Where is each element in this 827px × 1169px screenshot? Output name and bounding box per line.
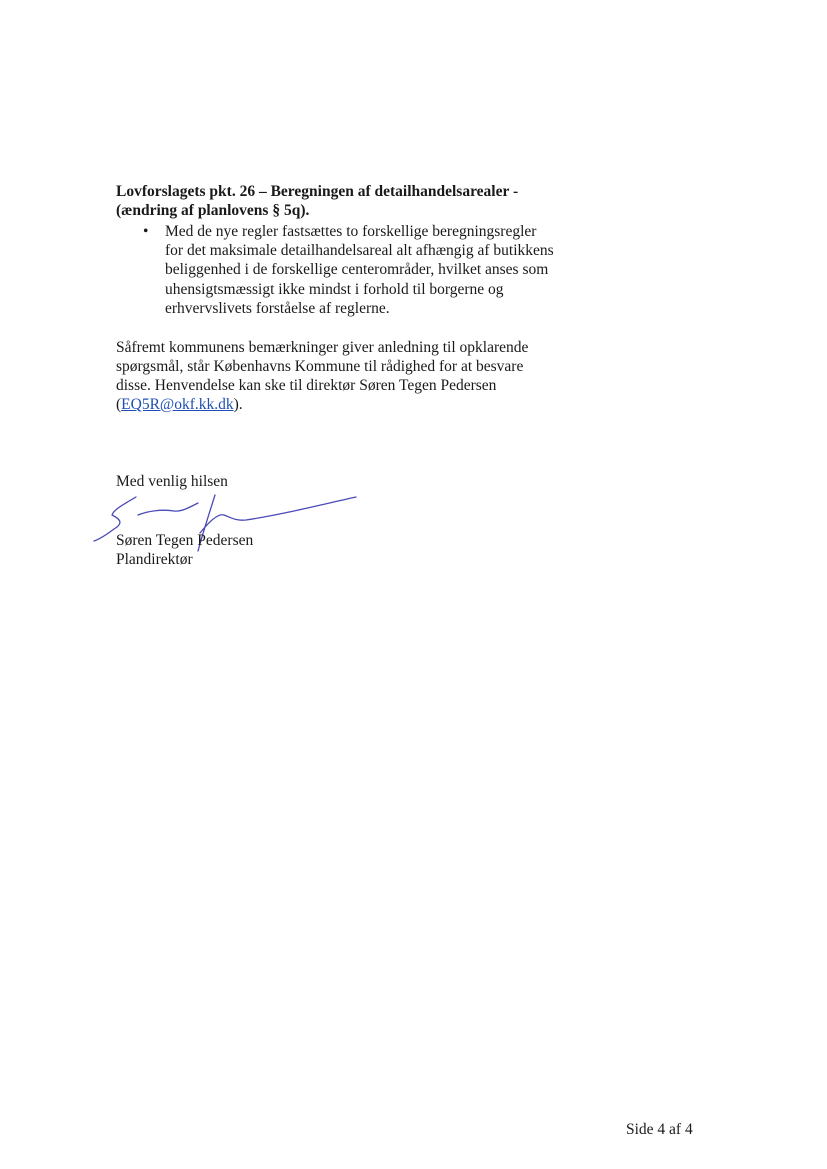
- list-item: [116, 222, 616, 318]
- contact-paragraph: [116, 338, 596, 414]
- bullet-text-line: beliggenhed i de forskellige centerområder, hvilket anses som: [165, 261, 549, 279]
- signer-block: [116, 531, 253, 569]
- email-close-paren: ).: [233, 396, 243, 413]
- paragraph-line: Såfremt kommunens bemærkninger giver anledning til opklarende: [116, 339, 529, 356]
- signer-title: Plandirektør: [116, 551, 193, 568]
- bullet-list: [116, 222, 616, 318]
- email-open-paren: (: [116, 396, 122, 413]
- section-heading: [116, 182, 586, 220]
- closing-greeting: Med venlig hilsen: [116, 473, 228, 490]
- bullet-text-line: uhensigtsmæssigt ikke mindst i forhold til borgerne og: [165, 280, 504, 298]
- section-heading-line-1: Lovforslagets pkt. 26 – Beregningen af detailhandelsarealer -: [116, 183, 519, 200]
- paragraph-line: disse. Henvendelse kan ske til direktør Søren Tegen Pedersen: [116, 377, 497, 394]
- section-heading-line-2: (ændring af planlovens § 5q).: [116, 202, 310, 219]
- email-link[interactable]: EQ5R@okf.kk.dk: [121, 396, 234, 413]
- bullet-icon: •: [143, 223, 149, 240]
- page-number: Side 4 af 4: [626, 1121, 693, 1138]
- signer-name: Søren Tegen Pedersen: [116, 532, 254, 549]
- paragraph-line-email: [116, 395, 596, 414]
- paragraph-line: spørgsmål, står Københavns Kommune til rådighed for at besvare: [116, 358, 524, 375]
- bullet-text-line: Med de nye regler fastsættes to forskellige beregningsregler: [165, 223, 537, 240]
- bullet-text-line: erhvervslivets forståelse af reglerne.: [165, 299, 390, 317]
- bullet-text-line: for det maksimale detailhandelsareal alt afhængig af butikkens: [165, 242, 554, 260]
